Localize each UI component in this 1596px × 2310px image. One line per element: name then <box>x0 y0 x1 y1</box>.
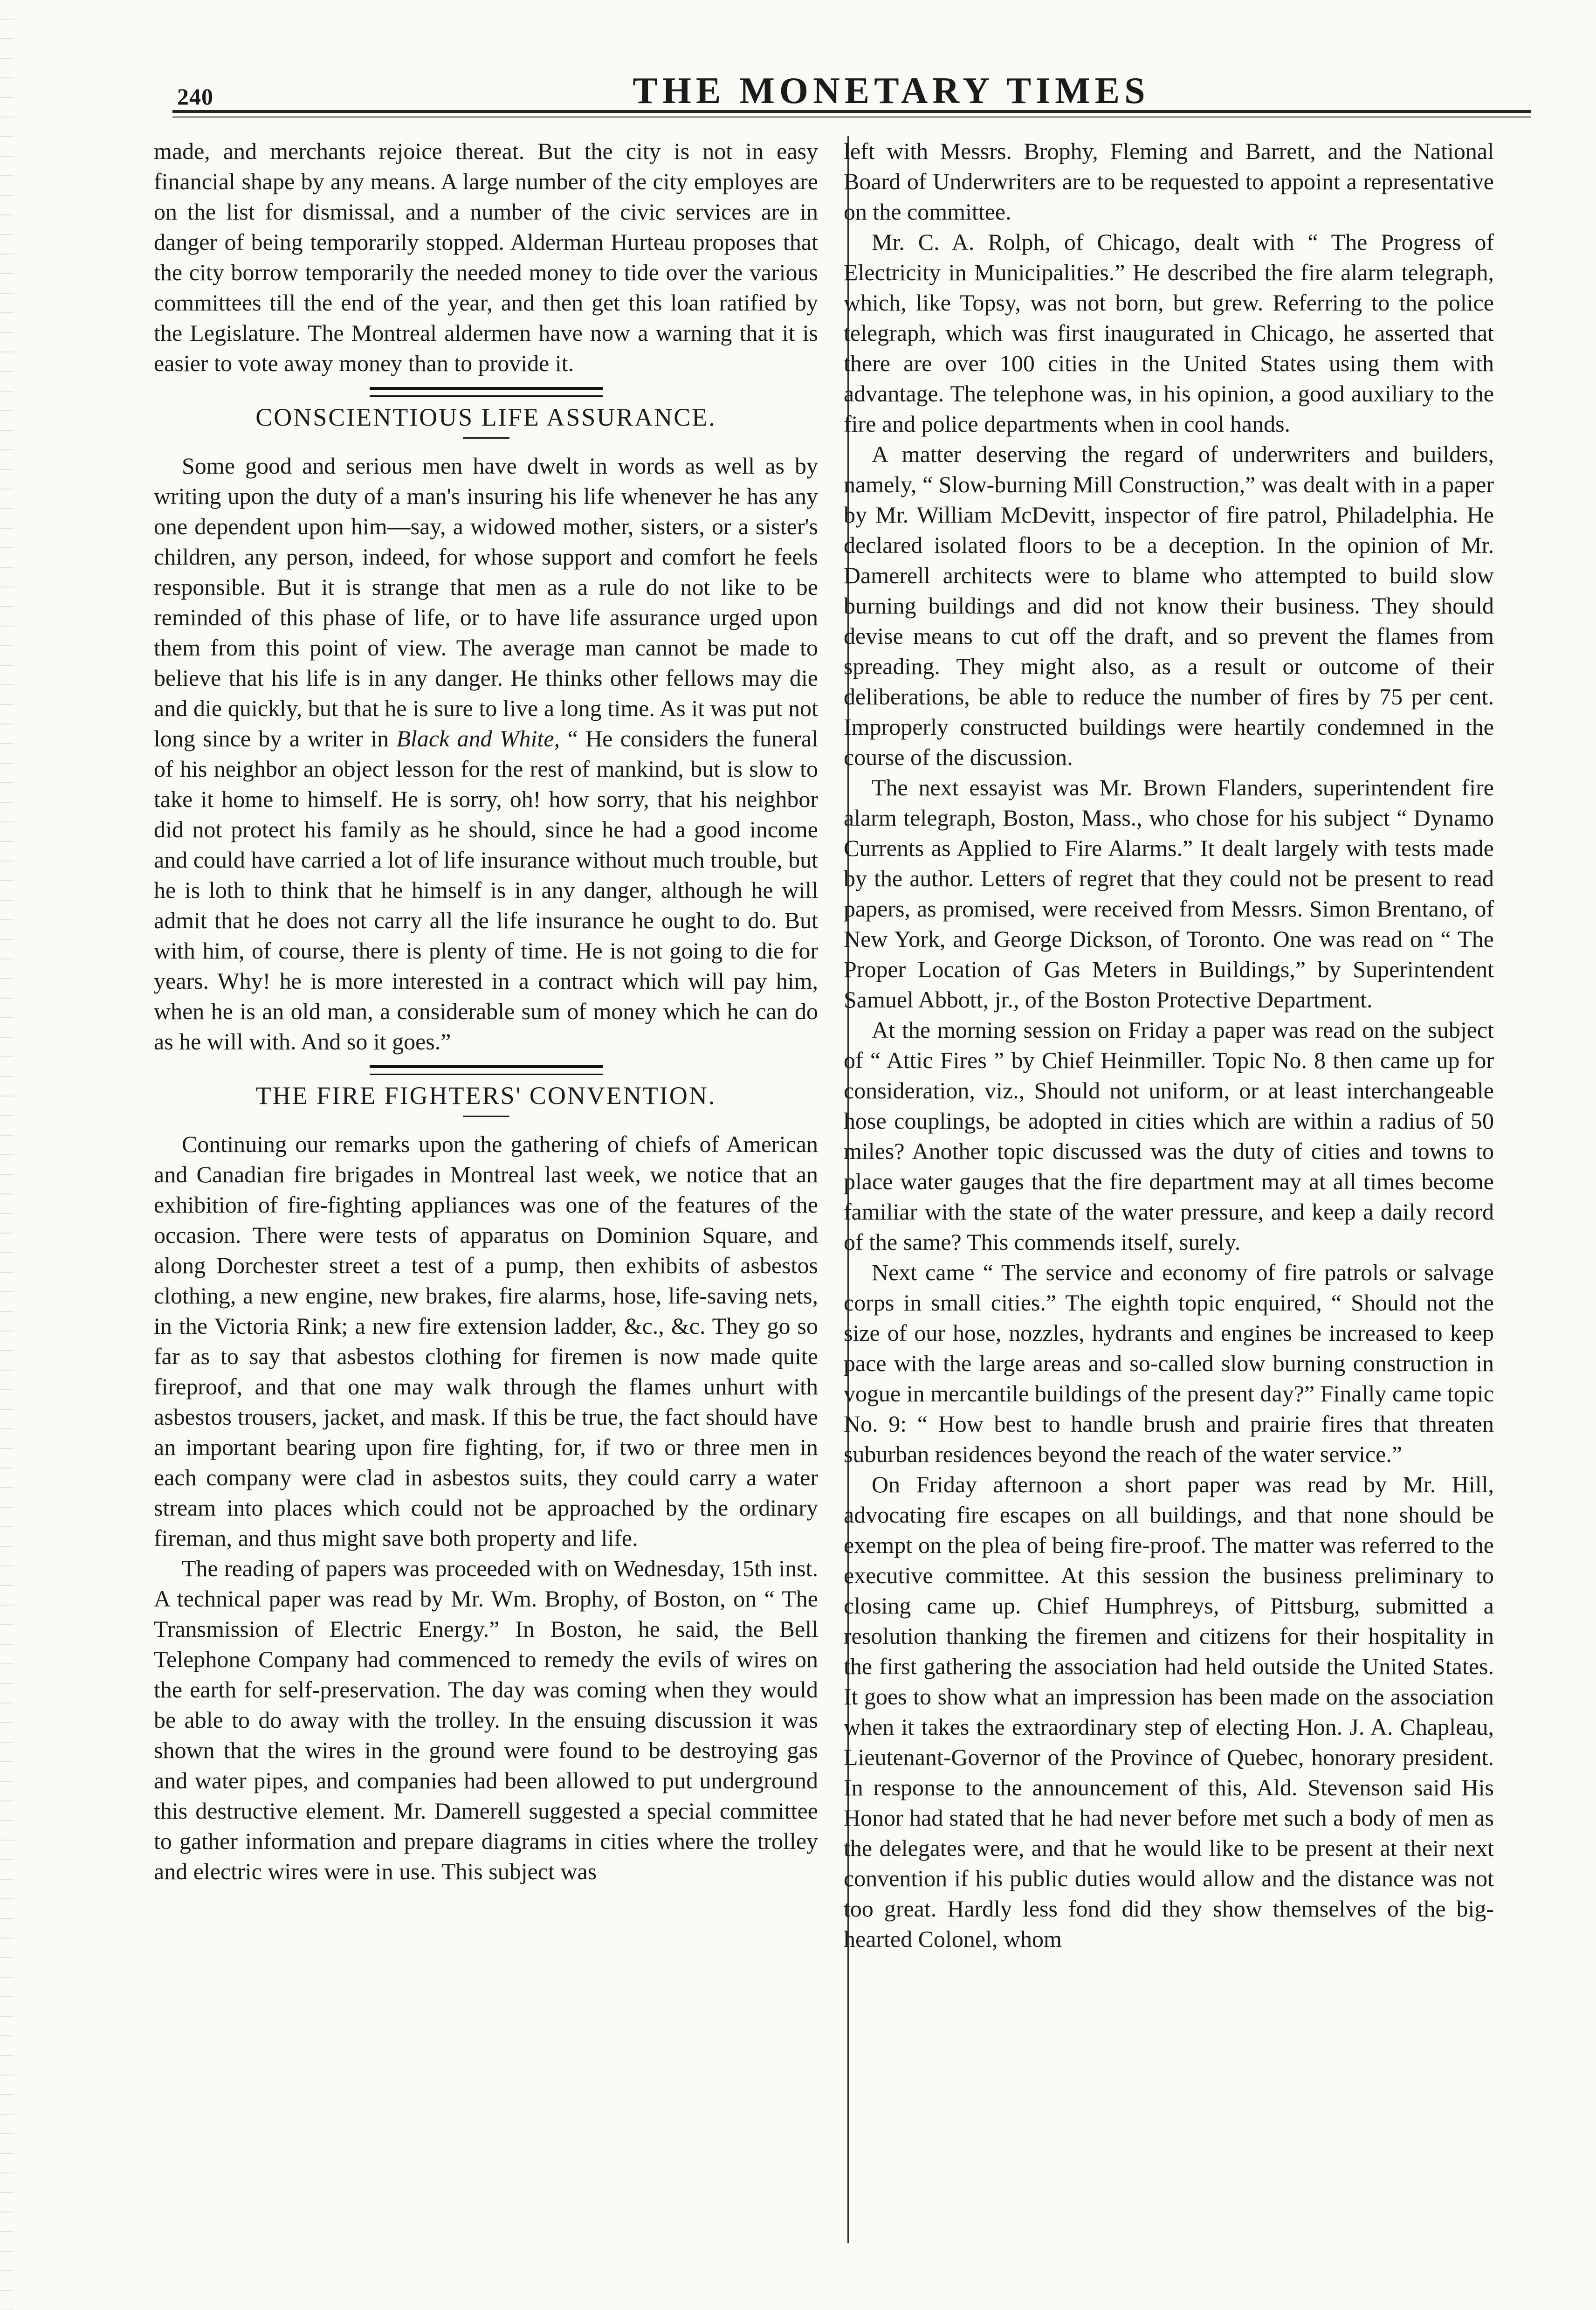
paragraph-friday-afternoon: On Friday afternoon a short paper was read by Mr. Hill, advocating fire escapes on all buildings, and that none should be exempt on the plea of being fire-proof. The matter was referred to the executive committee. At this session the business preliminary to closing came up. Chief Humphreys, of Pittsburg, submitted a resolution thanking the firemen and citizens for their hospitality in the first gathering the association had held outside the United States. It goes to show what an impression has been made on the association when it takes the extraordinary step of electing Hon. J. A. Chapleau, Lieutenant-Governor of the Province of Quebec, honorary president. In response to the announcement of this, Ald. Stevenson said His Honor had stated that he had never before met such a body of men as the delegates were, and that he would like to be present at their next convention if his public duties would allow and the distance was not too great. Hardly less fond did they show themselves of the big-hearted Colonel, whom <box>844 1471 1494 1952</box>
heading-life-assurance: CONSCIENTIOUS LIFE ASSURANCE. <box>255 403 716 431</box>
section-divider <box>370 387 603 397</box>
left-column <box>154 136 818 2234</box>
scan-edge-speckle <box>0 0 14 2310</box>
heading-underline <box>463 437 509 439</box>
paragraph-topics: Next came “ The service and economy of fire patrols or salvage corps in small cities.” The eighth topic enquired, “ Should not the size of our hose, nozzles, hydrants and engines be increased to keep pace with the large areas and so-called slow burning construction in vogue in mercantile buildings of the present day?” Finally came topic No. 9: “ How best to handle brush and prairie fires that threaten suburban residences beyond the reach of the water service.” <box>844 1259 1494 1467</box>
header-rule <box>172 110 1531 117</box>
paragraph-flanders: The next essayist was Mr. Brown Flanders, superintendent fire alarm telegraph, Boston, Mass., who chose for his subject “ Dynamo Currents as Applied to Fire Alarms.” It dealt largely with tests made by the author. Letters of regret that they could not be present to read papers, as promised, were received from Messrs. Simon Brentano, of New York, and George Dickson, of Toronto. One was read on “ The Proper Location of Gas Meters in Buildings,” by Superintendent Samuel Abbott, jr., of the Boston Protective Department. <box>844 774 1494 1013</box>
paragraph-committee: left with Messrs. Brophy, Fleming and Barrett, and the National Board of Underwriters are to be requested to appoint a representative on the committee. <box>844 138 1494 225</box>
paragraph-rolph: Mr. C. A. Rolph, of Chicago, dealt with “ The Progress of Electricity in Municipalities.” He described the fire alarm telegraph, which, like Topsy, was not born, but grew. Referring to the police telegraph, which was first inaugurated in Chicago, he asserted that there are over 100 cities in the United States using them with advantage. The telephone was, in his opinion, a good auxiliary to the fire and police departments when in cool hands. <box>844 229 1494 437</box>
heading-underline <box>463 1116 509 1117</box>
paragraph-mill-construction: A matter deserving the regard of underwriters and builders, namely, “ Slow-burning Mill Construction,” was dealt with in a paper by Mr. William McDevitt, inspector of fire patrol, Philadelphia. He declared isolated floors to be a deception. In the opinion of Mr. Damerell architects were to blame who attempted to build slow burning buildings and did not know their business. They should devise means to cut off the draft, and so prevent the flames from spreading. They might also, as a result or outcome of their deliberations, be able to reduce the number of fires by 75 per cent. Improperly constructed buildings were heartily condemned in the course of the discussion. <box>844 441 1494 770</box>
paragraph-fire-papers: The reading of papers was proceeded with on Wednesday, 15th inst. A technical paper was read by Mr. Wm. Brophy, of Boston, on “ The Transmission of Electric Energy.” In Boston, he said, the Bell Telephone Company had commenced to remedy the evils of wires on the earth for self-preservation. The day was coming when they would be able to do away with the trolley. In the ensuing discussion it was shown that the wires in the ground were found to be destroying gas and water pipes, and companies had been allowed to put underground this destructive element. Mr. Damerell suggested a special committee to gather information and prepare diagrams in cities where the trolley and electric wires were in use. This subject was <box>154 1555 818 1884</box>
publication-reference: Black and White, <box>396 725 560 752</box>
right-column <box>844 136 1494 2234</box>
paragraph-friday-morning: At the morning session on Friday a paper was read on the subject of “ Attic Fires ” by Chief Heinmiller. Topic No. 8 then came up for consideration, viz., Should not uniform, or at least interchangeable hose couplings, be adopted in cities which are within a radius of 50 miles? Another topic discussed was the duty of cities and towns to place water gauges that the fire department may at all times become familiar with the state of the water pressure, and keep a daily record of the same? This commends itself, surely. <box>844 1017 1494 1255</box>
publication-title: THE MONETARY TIMES <box>633 70 1150 111</box>
section-divider <box>370 1065 603 1075</box>
paragraph-fire-exhibition: Continuing our remarks upon the gathering of chiefs of American and Canadian fire brigades in Montreal last week, we notice that an exhibition of fire-fighting appliances was one of the features of the occasion. There were tests of apparatus on Dominion Square, and along Dorchester street a test of a pump, then exhibits of asbestos clothing, a new engine, new brakes, fire alarms, hose, life-saving nets, in the Victoria Rink; a new fire extension ladder, &c., &c. They go so far as to say that asbestos clothing for firemen is now made quite fireproof, and that one may walk through the flames unhurt with asbestos trousers, jacket, and mask. If this be true, the fact should have an important bearing upon fire fighting, for, if two or three men in each company were clad in asbestos suits, they could carry a water stream into places which could not be approached by the ordinary fireman, and thus might save both property and life. <box>154 1131 818 1551</box>
page-number: 240 <box>177 83 213 110</box>
paragraph-life-assurance: Some good and serious men have dwelt in words as well as by writing upon the duty of a man's insuring his life whenever he has any one dependent upon him—say, a widowed mother, sisters, or a sister's children, any person, indeed, for whose support and comfort he feels responsible. But it is strange that men as a rule do not like to be reminded of this phase of life, or to have life assurance urged upon them from this point of view. The average man cannot be made to believe that his life is in any danger. He thinks other fellows may die and die quickly, but that he is sure to live a long time. As it was put not long since by a writer in Black and White, “ He considers the funeral of his neighbor an object lesson for the rest of mankind, but is slow to take it home to himself. He is sorry, oh! how sorry, that his neighbor did not protect his family as he should, since he had a good income and could have carried a lot of life insurance without much trouble, but he is loth to think that he himself is in any danger, although he will admit that he does not carry all the life insurance he ought to do. But with him, of course, there is plenty of time. He is not going to die for years. Why! he is more interested in a contract which will pay him, when he is an old man, a considerable sum of money which he can do as he will with. And so it goes.” <box>154 453 818 1055</box>
paragraph-intro: made, and merchants rejoice thereat. But the city is not in easy financial shape by any means. A large number of the city employes are on the list for dismissal, and a number of the civic services are in danger of being temporarily stopped. Alderman Hurteau proposes that the city borrow temporarily the needed money to tide over the various committees till the end of the year, and then get this loan ratified by the Legislature. The Montreal aldermen have now a warning that it is easier to vote away money than to provide it. <box>154 138 818 376</box>
heading-fire-fighters: THE FIRE FIGHTERS' CONVENTION. <box>255 1082 716 1110</box>
